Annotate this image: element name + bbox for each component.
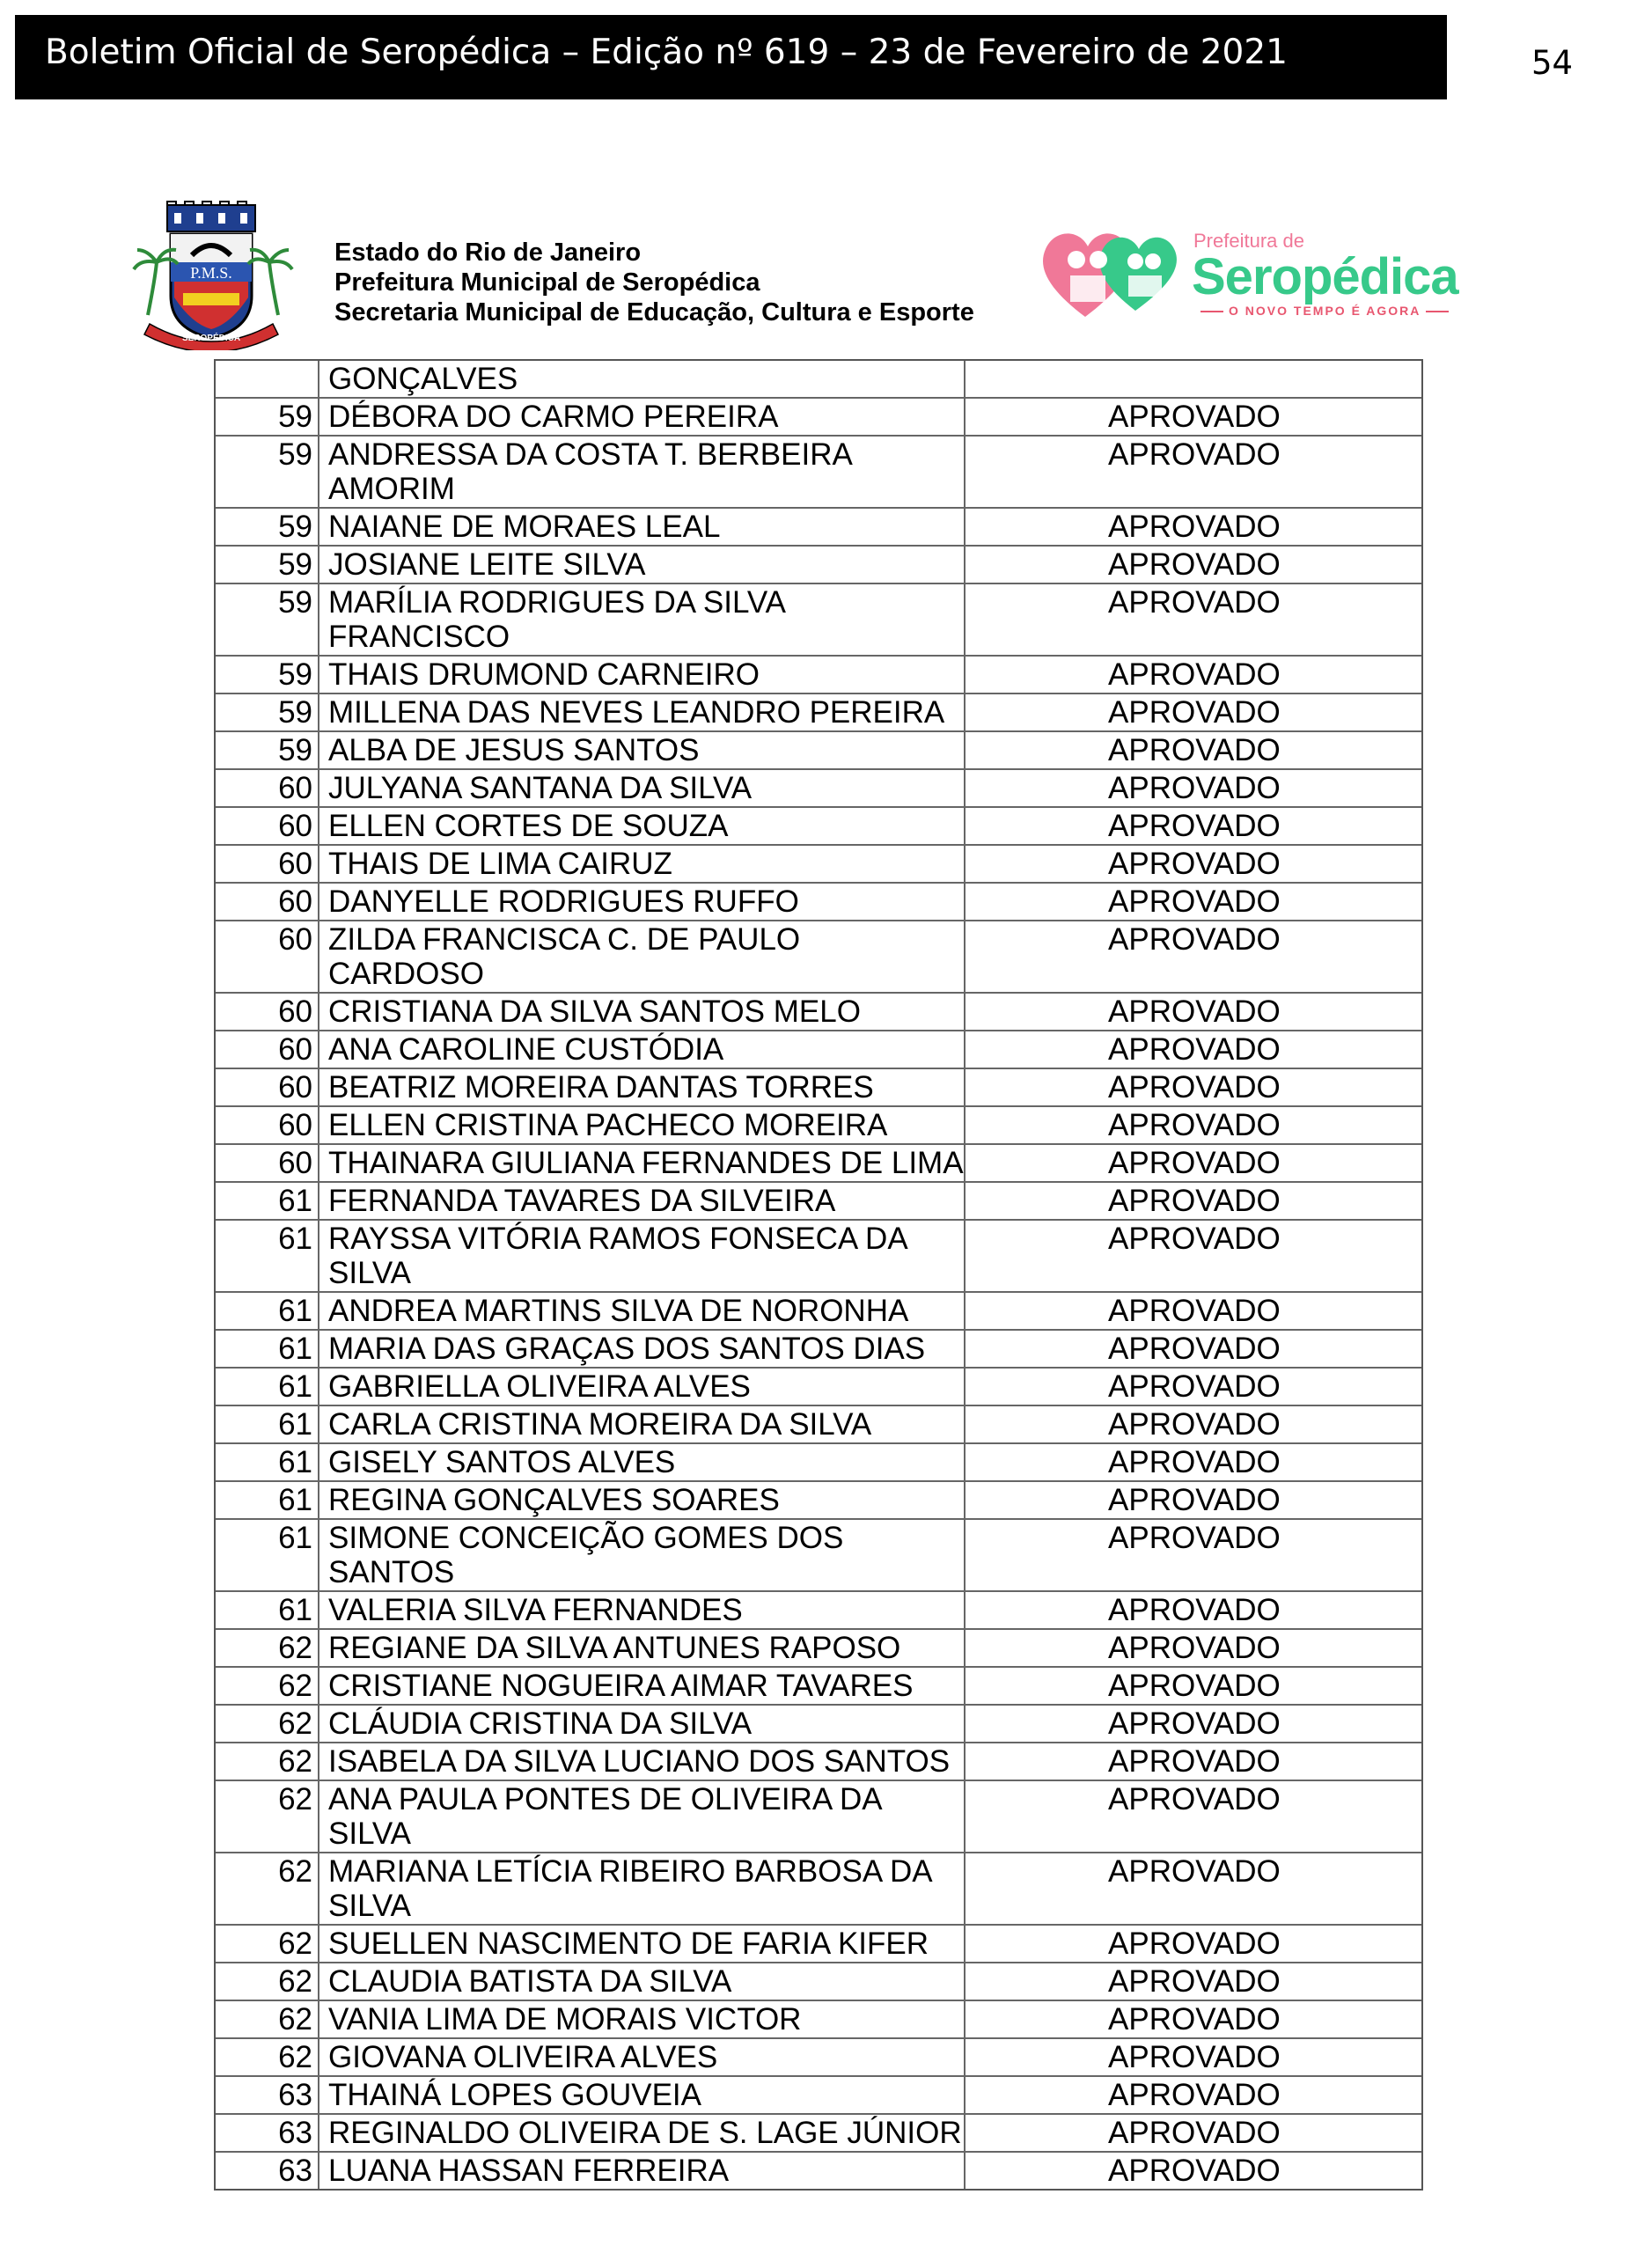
result-status: APROVADO xyxy=(1108,733,1281,767)
result-status: APROVADO xyxy=(1108,884,1281,919)
table-row xyxy=(216,2037,1421,2075)
candidate-name: JOSIANE LEITE SILVA xyxy=(319,547,966,583)
candidate-name: LUANA HASSAN FERREIRA xyxy=(319,2153,966,2189)
candidate-name: GISELY SANTOS ALVES xyxy=(319,1444,966,1480)
table-row xyxy=(216,1742,1421,1780)
result-status: APROVADO xyxy=(1108,2078,1281,2112)
row-number: 62 xyxy=(216,2039,319,2075)
result-status: APROVADO xyxy=(1108,1332,1281,1366)
table-row xyxy=(216,1480,1421,1518)
table-row xyxy=(216,2075,1421,2113)
candidate-name: DANYELLE RODRIGUES RUFFO xyxy=(319,884,966,920)
row-number: 60 xyxy=(216,846,319,882)
result-status: APROVADO xyxy=(1108,1521,1281,1555)
row-number: 61 xyxy=(216,1592,319,1628)
result-status: APROVADO xyxy=(1108,510,1281,544)
row-number: 63 xyxy=(216,2153,319,2189)
table-row xyxy=(216,1068,1421,1105)
candidate-name: ELLEN CORTES DE SOUZA xyxy=(319,808,966,844)
result-status: APROVADO xyxy=(1108,1706,1281,1741)
candidate-name: THAIS DE LIMA CAIRUZ xyxy=(319,846,966,882)
result-status: APROVADO xyxy=(1108,1222,1281,1256)
row-number: 63 xyxy=(216,2115,319,2151)
row-number: 60 xyxy=(216,1031,319,1068)
candidate-name: NAIANE DE MORAES LEAL xyxy=(319,509,966,545)
result-status: APROVADO xyxy=(1108,1108,1281,1142)
row-number: 60 xyxy=(216,884,319,920)
candidate-name: VALERIA SILVA FERNANDES xyxy=(319,1592,966,1628)
result-status: APROVADO xyxy=(1108,1483,1281,1517)
candidate-name: CRISTIANE NOGUEIRA AIMAR TAVARES xyxy=(319,1668,966,1704)
table-row xyxy=(216,2113,1421,2151)
candidate-name: ANA CAROLINE CUSTÓDIA xyxy=(319,1031,966,1068)
table-row xyxy=(216,1780,1421,1852)
row-number: 61 xyxy=(216,1369,319,1405)
result-status: APROVADO xyxy=(1108,771,1281,805)
table-row xyxy=(216,844,1421,882)
result-status: APROVADO xyxy=(1108,2040,1281,2074)
candidate-name: ANDREA MARTINS SILVA DE NORONHA xyxy=(319,1293,966,1329)
row-number: 61 xyxy=(216,1444,319,1480)
result-status: APROVADO xyxy=(1108,1782,1281,1816)
candidate-name: RAYSSA VITÓRIA RAMOS FONSECA DA SILVA xyxy=(319,1221,966,1291)
table-row xyxy=(216,1704,1421,1742)
brand-name: Seropédica xyxy=(1192,248,1458,305)
candidate-name: DÉBORA DO CARMO PEREIRA xyxy=(319,399,966,435)
row-number: 59 xyxy=(216,437,319,507)
row-number: 61 xyxy=(216,1482,319,1518)
table-row xyxy=(216,1143,1421,1181)
table-row xyxy=(216,361,1421,397)
table-row xyxy=(216,1628,1421,1666)
candidate-name: FERNANDA TAVARES DA SILVEIRA xyxy=(319,1183,966,1219)
result-status: APROVADO xyxy=(1108,1032,1281,1067)
result-status: APROVADO xyxy=(1108,1926,1281,1961)
brand-small-text: Prefeitura de xyxy=(1193,230,1304,252)
result-status: APROVADO xyxy=(1108,2154,1281,2188)
row-number: 62 xyxy=(216,1743,319,1780)
result-status: APROVADO xyxy=(1108,1294,1281,1328)
candidate-name: REGINA GONÇALVES SOARES xyxy=(319,1482,966,1518)
table-row xyxy=(216,920,1421,992)
candidate-name: CRISTIANA DA SILVA SANTOS MELO xyxy=(319,994,966,1030)
table-row xyxy=(216,1105,1421,1143)
result-status: APROVADO xyxy=(1108,1593,1281,1627)
row-number: 59 xyxy=(216,547,319,583)
table-row xyxy=(216,2000,1421,2037)
municipal-coat-of-arms-icon xyxy=(130,201,306,350)
candidate-name: GABRIELLA OLIVEIRA ALVES xyxy=(319,1369,966,1405)
row-number: 62 xyxy=(216,1668,319,1704)
brand-tagline: O NOVO TEMPO É AGORA xyxy=(1229,304,1421,318)
candidate-name: THAINARA GIULIANA FERNANDES DE LIMA xyxy=(319,1145,966,1181)
agency-secretariat: Secretaria Municipal de Educação, Cultura e Esporte xyxy=(334,298,974,327)
table-row xyxy=(216,1181,1421,1219)
row-number: 61 xyxy=(216,1331,319,1367)
candidate-name: ANDRESSA DA COSTA T. BERBEIRA AMORIM xyxy=(319,437,966,507)
result-status: APROVADO xyxy=(1108,2002,1281,2037)
row-number: 60 xyxy=(216,994,319,1030)
brand-hearts-icon xyxy=(1037,216,1186,330)
table-row xyxy=(216,882,1421,920)
row-number: 60 xyxy=(216,1069,319,1105)
table-row xyxy=(216,992,1421,1030)
result-status: APROVADO xyxy=(1108,1070,1281,1104)
row-number: 61 xyxy=(216,1406,319,1442)
row-number: 61 xyxy=(216,1293,319,1329)
candidate-name: THAINÁ LOPES GOUVEIA xyxy=(319,2077,966,2113)
candidate-name: THAIS DRUMOND CARNEIRO xyxy=(319,657,966,693)
agency-block xyxy=(334,238,974,327)
result-status: APROVADO xyxy=(1108,809,1281,843)
row-number: 60 xyxy=(216,1145,319,1181)
page-number: 54 xyxy=(1531,44,1574,82)
table-row xyxy=(216,1962,1421,2000)
candidate-name: SIMONE CONCEIÇÃO GOMES DOS SANTOS xyxy=(319,1520,966,1590)
table-row xyxy=(216,1329,1421,1367)
row-number: 62 xyxy=(216,1630,319,1666)
table-row xyxy=(216,1518,1421,1590)
candidate-name: MARIANA LETÍCIA RIBEIRO BARBOSA DA SILVA xyxy=(319,1853,966,1924)
row-number: 62 xyxy=(216,1781,319,1852)
agency-state: Estado do Rio de Janeiro xyxy=(334,239,642,267)
coat-text: P.M.S. xyxy=(190,264,232,282)
result-status: APROVADO xyxy=(1108,585,1281,620)
table-row xyxy=(216,655,1421,693)
row-number: 62 xyxy=(216,2001,319,2037)
table-row xyxy=(216,397,1421,435)
row-number: 59 xyxy=(216,399,319,435)
table-row xyxy=(216,1367,1421,1405)
candidate-name: ZILDA FRANCISCA C. DE PAULO CARDOSO xyxy=(319,921,966,992)
row-number xyxy=(216,361,319,397)
table-row xyxy=(216,507,1421,545)
result-status: APROVADO xyxy=(1108,400,1281,434)
row-number: 60 xyxy=(216,808,319,844)
row-number: 62 xyxy=(216,1853,319,1924)
row-number: 59 xyxy=(216,694,319,730)
coat-ribbon-text: SEROPÉDICA xyxy=(181,334,241,343)
candidate-name: SUELLEN NASCIMENTO DE FARIA KIFER xyxy=(319,1926,966,1962)
result-status: APROVADO xyxy=(1108,695,1281,730)
result-status: APROVADO xyxy=(1108,994,1281,1029)
row-number: 61 xyxy=(216,1520,319,1590)
table-row xyxy=(216,730,1421,768)
candidate-name: GIOVANA OLIVEIRA ALVES xyxy=(319,2039,966,2075)
result-status: APROVADO xyxy=(1108,1369,1281,1404)
table-row xyxy=(216,545,1421,583)
candidate-name: ANA PAULA PONTES DE OLIVEIRA DA SILVA xyxy=(319,1781,966,1852)
result-status: APROVADO xyxy=(1108,1631,1281,1665)
candidate-name: CLAUDIA BATISTA DA SILVA xyxy=(319,1963,966,2000)
result-status: APROVADO xyxy=(1108,657,1281,692)
table-row xyxy=(216,2151,1421,2189)
row-number: 59 xyxy=(216,509,319,545)
result-status: APROVADO xyxy=(1108,1407,1281,1442)
result-status: APROVADO xyxy=(1108,1669,1281,1703)
candidate-name: REGINALDO OLIVEIRA DE S. LAGE JÚNIOR xyxy=(319,2115,966,2151)
table-row xyxy=(216,768,1421,806)
result-status: APROVADO xyxy=(1108,1184,1281,1218)
tagline-dash-right xyxy=(1426,311,1449,312)
result-status: APROVADO xyxy=(1108,547,1281,582)
row-number: 62 xyxy=(216,1706,319,1742)
candidate-name: CLÁUDIA CRISTINA DA SILVA xyxy=(319,1706,966,1742)
row-number: 62 xyxy=(216,1926,319,1962)
result-status: APROVADO xyxy=(1108,1146,1281,1180)
table-row xyxy=(216,583,1421,655)
table-row xyxy=(216,693,1421,730)
result-status: APROVADO xyxy=(1108,1744,1281,1779)
result-status: APROVADO xyxy=(1108,2116,1281,2150)
agency-prefecture: Prefeitura Municipal de Seropédica xyxy=(334,268,760,297)
candidate-name: CARLA CRISTINA MOREIRA DA SILVA xyxy=(319,1406,966,1442)
row-number: 61 xyxy=(216,1183,319,1219)
table-row xyxy=(216,1590,1421,1628)
candidate-name: VANIA LIMA DE MORAIS VICTOR xyxy=(319,2001,966,2037)
candidate-name: JULYANA SANTANA DA SILVA xyxy=(319,770,966,806)
row-number: 60 xyxy=(216,770,319,806)
row-number: 60 xyxy=(216,1107,319,1143)
table-row xyxy=(216,1442,1421,1480)
row-number: 59 xyxy=(216,657,319,693)
result-status: APROVADO xyxy=(1108,1445,1281,1479)
result-status: APROVADO xyxy=(1108,847,1281,881)
bulletin-header-bar xyxy=(15,15,1447,99)
candidate-name: ELLEN CRISTINA PACHECO MOREIRA xyxy=(319,1107,966,1143)
results-table xyxy=(214,359,1423,2191)
table-row xyxy=(216,1405,1421,1442)
candidate-name: ALBA DE JESUS SANTOS xyxy=(319,732,966,768)
tagline-dash-left xyxy=(1200,311,1223,312)
brand-tagline-row xyxy=(1195,304,1454,318)
candidate-name: MARIA DAS GRAÇAS DOS SANTOS DIAS xyxy=(319,1331,966,1367)
table-row xyxy=(216,435,1421,507)
seropedica-brand-logo xyxy=(1037,216,1458,330)
table-row xyxy=(216,1291,1421,1329)
row-number: 59 xyxy=(216,732,319,768)
table-row xyxy=(216,1219,1421,1291)
candidate-name: ISABELA DA SILVA LUCIANO DOS SANTOS xyxy=(319,1743,966,1780)
row-number: 60 xyxy=(216,921,319,992)
candidate-name: MARÍLIA RODRIGUES DA SILVA FRANCISCO xyxy=(319,584,966,655)
result-status: APROVADO xyxy=(1108,1964,1281,1999)
bulletin-title: Boletim Oficial de Seropédica – Edição nº 619 – 23 de Fevereiro de 2021 xyxy=(45,33,1288,72)
result-status: APROVADO xyxy=(1108,1854,1281,1889)
candidate-name: REGIANE DA SILVA ANTUNES RAPOSO xyxy=(319,1630,966,1666)
table-row xyxy=(216,1852,1421,1924)
candidate-name: BEATRIZ MOREIRA DANTAS TORRES xyxy=(319,1069,966,1105)
candidate-name: MILLENA DAS NEVES LEANDRO PEREIRA xyxy=(319,694,966,730)
result-status: APROVADO xyxy=(1108,922,1281,957)
table-row xyxy=(216,806,1421,844)
table-row xyxy=(216,1030,1421,1068)
result-status: APROVADO xyxy=(1108,437,1281,472)
row-number: 62 xyxy=(216,1963,319,2000)
table-row xyxy=(216,1666,1421,1704)
row-number: 59 xyxy=(216,584,319,655)
row-number: 61 xyxy=(216,1221,319,1291)
table-row xyxy=(216,1924,1421,1962)
result-status xyxy=(966,361,1421,397)
candidate-name: GONÇALVES xyxy=(319,361,966,397)
row-number: 63 xyxy=(216,2077,319,2113)
